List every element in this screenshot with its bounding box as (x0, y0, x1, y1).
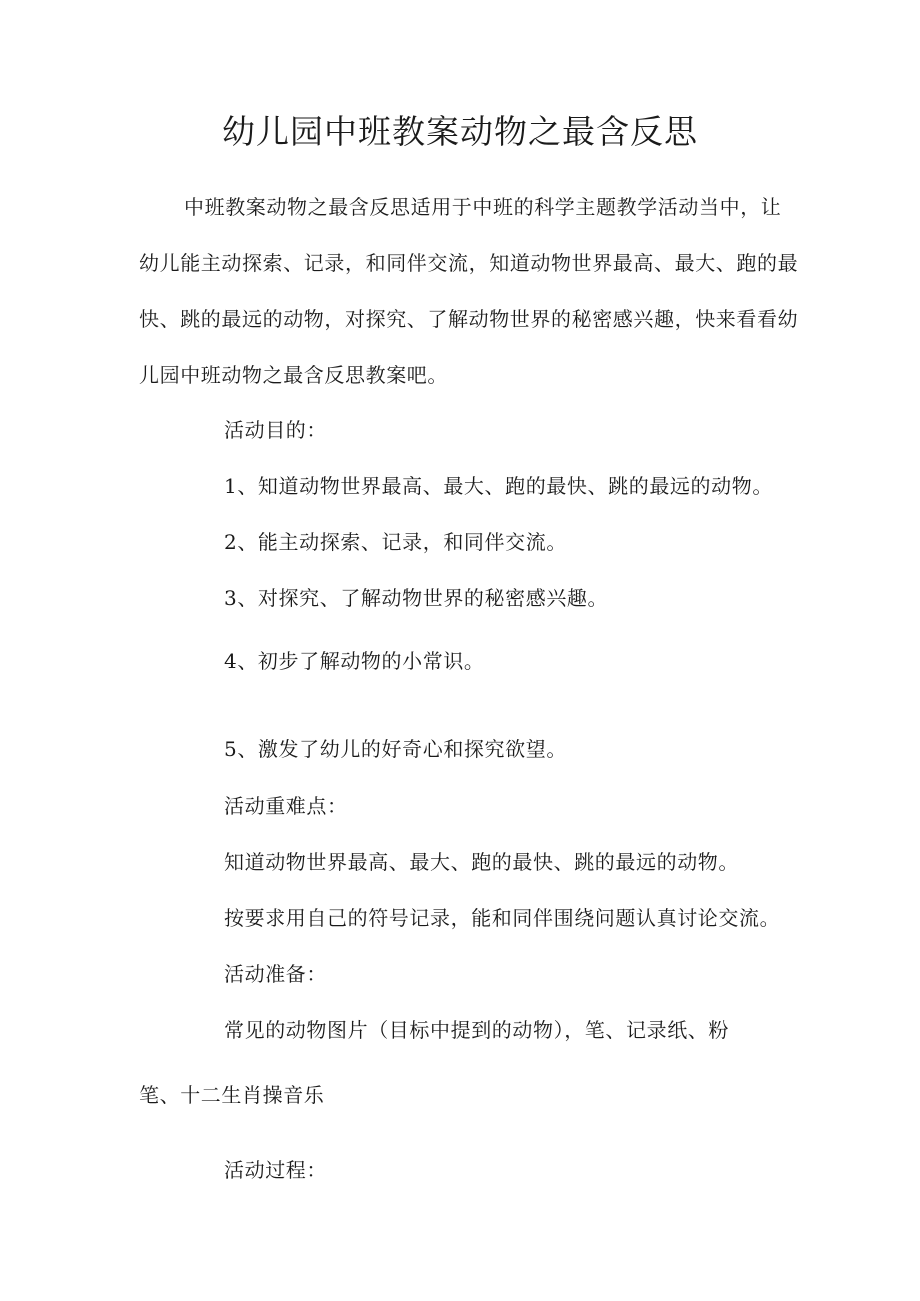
preparation-heading: 活动准备： (224, 962, 327, 986)
key-points-heading: 活动重难点： (224, 794, 348, 818)
goal-item: 2、能主动探索、记录，和同伴交流。 (224, 530, 567, 554)
document-title: 幼儿园中班教案动物之最含反思 (222, 112, 698, 151)
intro-line: 幼儿能主动探索、记录，和同伴交流，知道动物世界最高、最大、跑的最 (139, 251, 799, 275)
goals-heading: 活动目的： (224, 418, 327, 442)
intro-line: 中班教案动物之最含反思适用于中班的科学主题教学活动当中，让 (184, 195, 782, 219)
preparation-line: 笔、十二生肖操音乐 (139, 1083, 325, 1107)
key-point-item: 知道动物世界最高、最大、跑的最快、跳的最远的动物。 (224, 850, 739, 874)
preparation-line: 常见的动物图片（目标中提到的动物），笔、记录纸、粉 (224, 1018, 729, 1042)
goal-item: 4、初步了解动物的小常识。 (224, 649, 485, 673)
key-point-item: 按要求用自己的符号记录，能和同伴围绕问题认真讨论交流。 (224, 906, 781, 930)
process-heading: 活动过程： (224, 1158, 327, 1182)
goal-item: 5、激发了幼儿的好奇心和探究欲望。 (224, 737, 567, 761)
intro-line: 儿园中班动物之最含反思教案吧。 (139, 363, 448, 387)
goal-item: 1、知道动物世界最高、最大、跑的最快、跳的最远的动物。 (224, 474, 773, 498)
intro-line: 快、跳的最远的动物，对探究、了解动物世界的秘密感兴趣，快来看看幼 (139, 307, 799, 331)
goal-item: 3、对探究、了解动物世界的秘密感兴趣。 (224, 586, 609, 610)
